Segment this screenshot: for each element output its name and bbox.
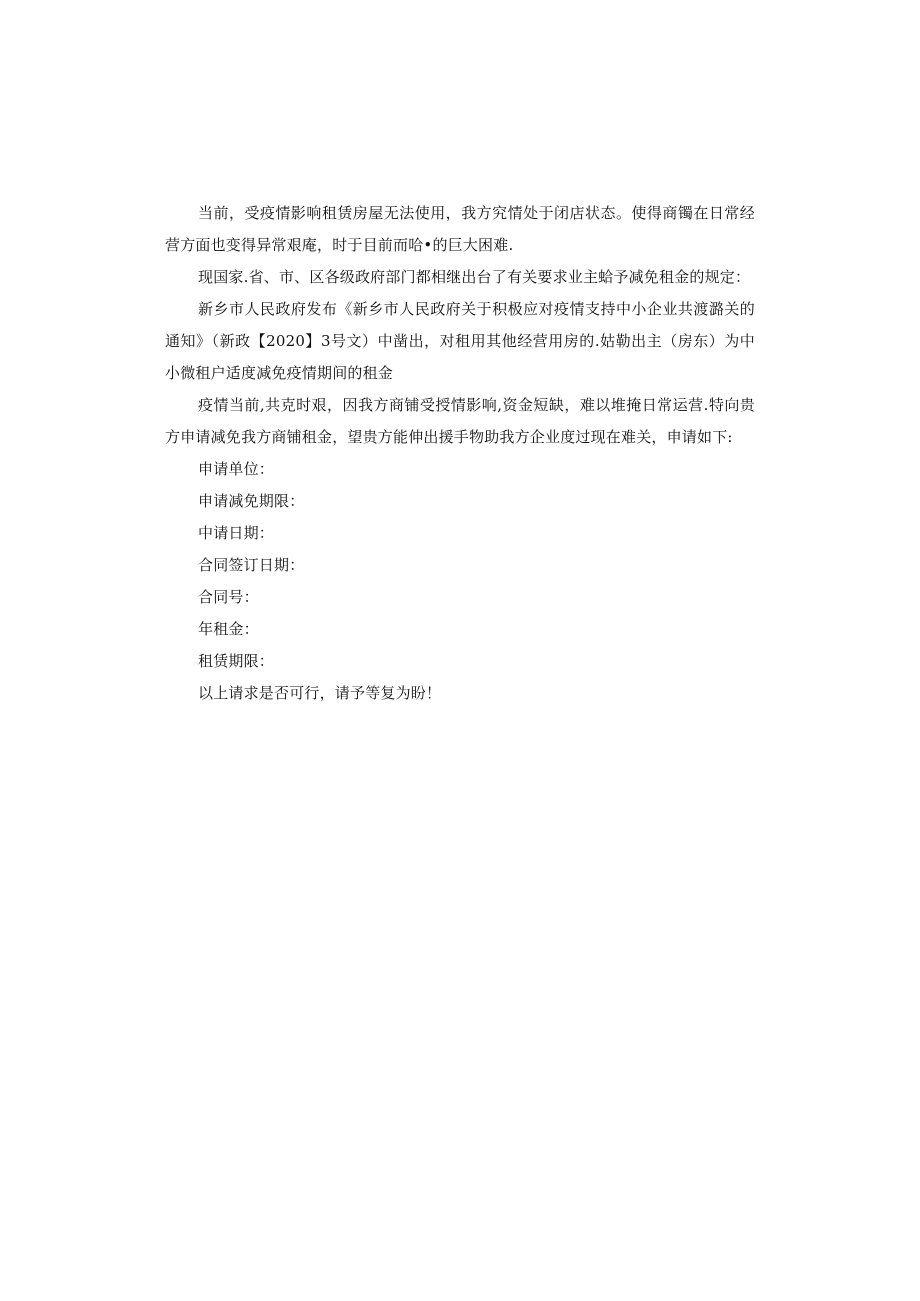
field-applicant-unit: 申请单位：: [198, 460, 275, 478]
paragraph-request: 疫情当前,共克时艰，因我方商铺受授情影响,资金短缺，难以堆掩日常运营.特向贵方申请减免我方商铺租金，望贵方能伸出援手物助我方企业度过现在难关，申请如下:: [165, 396, 755, 446]
closing-line: 以上请求是否可行，请予等复为盼！: [198, 684, 442, 702]
paragraph-policy-intro: 现国家.省、市、区各级政府部门都相继出台了有关要求业主蛤予减免租金的规定：: [198, 268, 751, 286]
paragraph-situation: 当前，受疫情影响租赁房屋无法使用，我方究情处于闭店状态。使得商镯在日常经营方面也变得异常艰庵，时于目前而哈•的巨大困难.: [165, 204, 755, 254]
paragraph-policy-notice: 新乡市人民政府发布《新乡市人民政府关于积极应对疫情支持中小企业共渡潞关的通知》（新政【2020】3号文）中凿出，对租用其他经营用房的.姑勒出主（房东）为中小微租户适度减免疫情期间的租金: [165, 300, 755, 382]
field-contract-sign-date: 合同签订日期：: [198, 556, 305, 574]
field-lease-term: 租赁期限：: [198, 652, 275, 670]
field-contract-number: 合同号：: [198, 588, 259, 606]
field-application-date: 中请日期：: [198, 524, 275, 542]
field-annual-rent: 年租金：: [198, 620, 259, 638]
field-reduction-period: 申请减免期限：: [198, 492, 305, 510]
document-body: [165, 197, 755, 709]
